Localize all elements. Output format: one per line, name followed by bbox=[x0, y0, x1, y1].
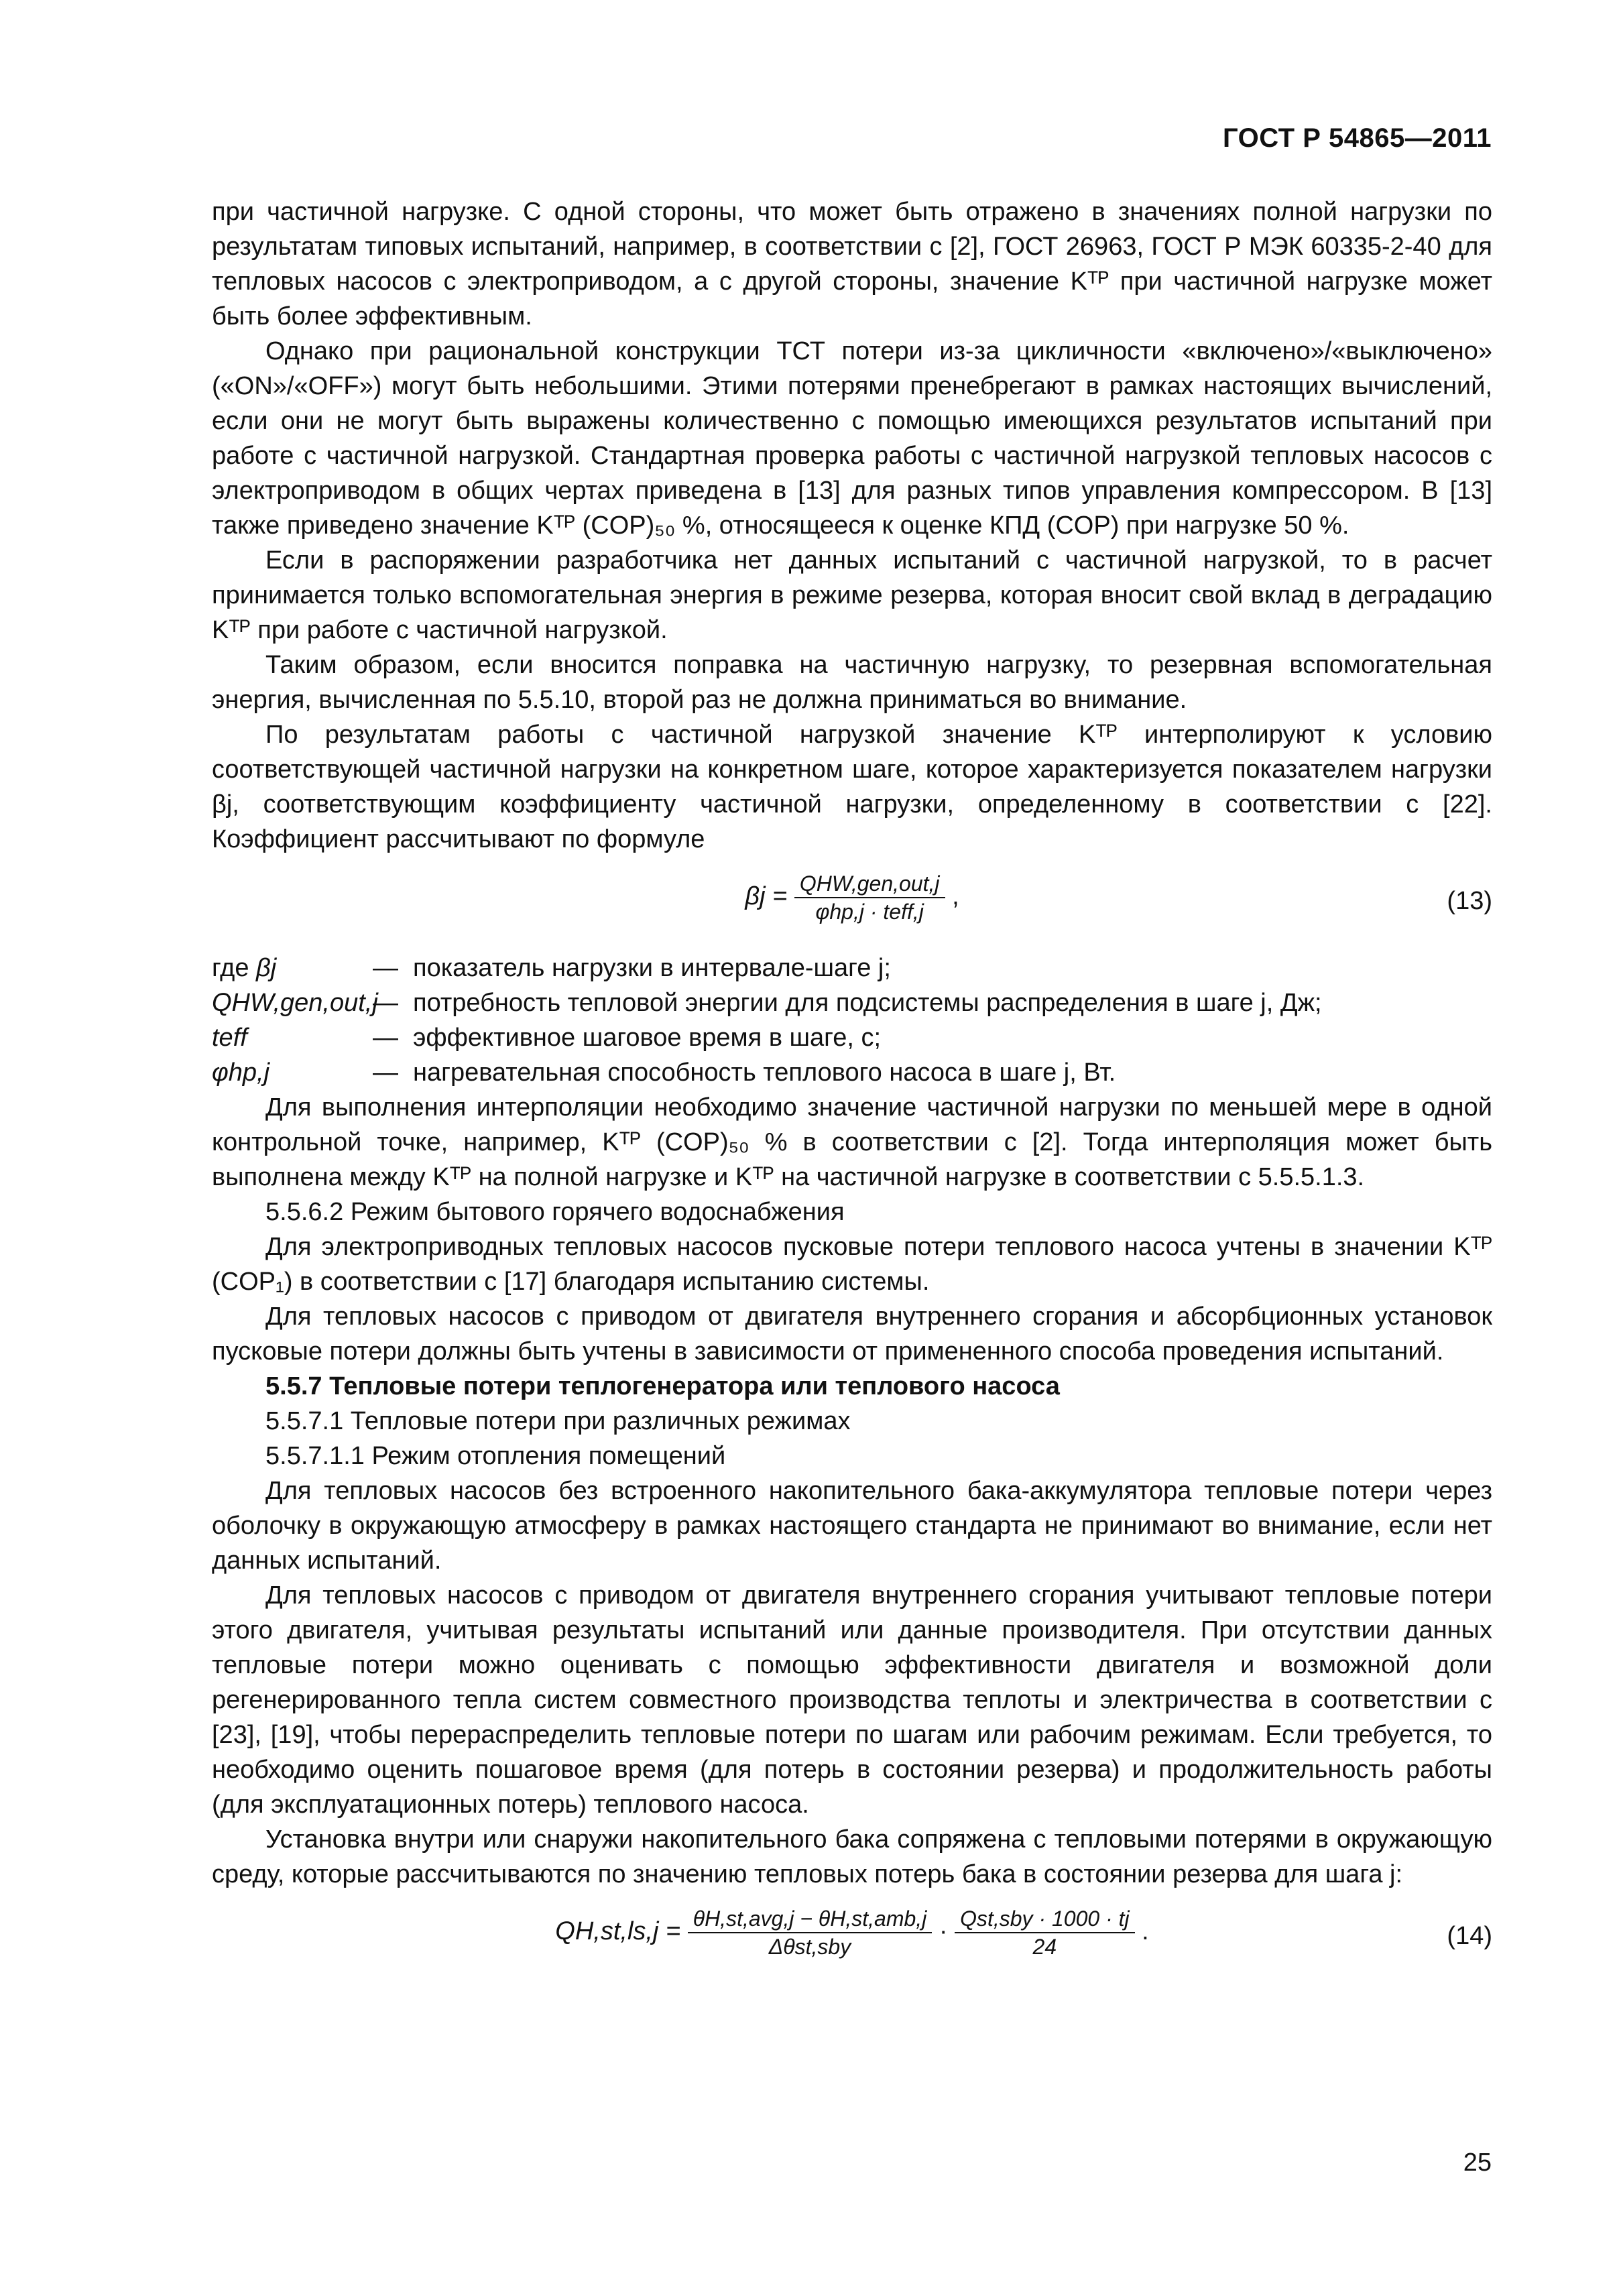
legend-dash: — bbox=[373, 954, 398, 982]
formula-13-expression bbox=[212, 870, 1492, 925]
formula-13-lhs: βj = bbox=[745, 882, 788, 911]
legend bbox=[212, 951, 1492, 1090]
section-heading: 5.5.7 Тепловые потери теплогенератора или теплового насоса bbox=[265, 1372, 1060, 1400]
legend-dash: — bbox=[373, 1024, 398, 1052]
subsection-heading: 5.5.6.2 Режим бытового горячего водоснабжения bbox=[265, 1198, 845, 1226]
formula-14-expression bbox=[212, 1905, 1492, 1960]
paragraph: По результатам работы с частичной нагрузкой значение Kᵀᴾ интерполируют к условию соответствующей частичной нагрузки на конкретном шаге, которое характеризуется показателем нагрузки βj, соответствующим коэффициенту частичной нагрузки, определенному в соответствии с [22]. Коэффициент рассчитывают по формуле bbox=[212, 721, 1492, 853]
paragraph: Для электроприводных тепловых насосов пусковые потери теплового насоса учтены в значении Kᵀᴾ (COP₁) в соответствии с [17] благодаря испытанию системы. bbox=[212, 1233, 1492, 1296]
legend-dash: — bbox=[373, 989, 398, 1017]
formula-13-fraction bbox=[794, 870, 945, 925]
paragraph: Для выполнения интерполяции необходимо значение частичной нагрузки по меньшей мере в одной контрольной точке, например, Kᵀᴾ (COP)₅₀ % в соответствии с [2]. Тогда интерполяция может быть выполнена между Kᵀᴾ на полной нагрузке и Kᵀᴾ на частичной нагрузке в соответствии с 5.5.5.1.3. bbox=[212, 1093, 1492, 1191]
document-code: ГОСТ Р 54865—2011 bbox=[1223, 123, 1492, 153]
formula-14-lhs: QH,st,ls,j = bbox=[555, 1917, 681, 1946]
paragraph: Для тепловых насосов с приводом от двигателя внутреннего сгорания и абсорбционных установок пусковые потери должны быть учтены в зависимости от примененного способа проведения испытаний. bbox=[212, 1303, 1492, 1366]
formula-14-dot: · bbox=[939, 1917, 948, 1946]
paragraph: Однако при рациональной конструкции ТСТ потери из-за цикличности «включено»/«выключено» («ON»/«OFF») могут быть небольшими. Этими потерями пренебрегают в рамках настоящих вычислений, если они не могут быть выражены количественно с помощью имеющихся результатов испытаний при работе с частичной нагрузкой. Стандартная проверка работы с частичной нагрузкой тепловых насосов с электроприводом в общих чертах приведена в [13] для разных типов управления компрессором. В [13] также приведено значение Kᵀᴾ (COP)₅₀ %, относящееся к оценке КПД (COP) при нагрузке 50 %. bbox=[212, 337, 1492, 540]
subsection-heading: 5.5.7.1.1 Режим отопления помещений bbox=[265, 1442, 726, 1470]
legend-symbol: teff bbox=[212, 1024, 247, 1052]
legend-symbol: βj bbox=[256, 954, 277, 982]
legend-dash: — bbox=[373, 1059, 398, 1087]
formula-14 bbox=[212, 1892, 1492, 1986]
paragraph: Для тепловых насосов с приводом от двигателя внутреннего сгорания учитывают тепловые потери этого двигателя, учитывая результаты испытаний или данные производителя. При отсутствии данных тепловые потери можно оценивать с помощью эффективности двигателя и возможной доли регенерированного тепла систем совместного производства теплоты и электричества в соответствии с [23], [19], чтобы перераспределить тепловые потери по шагам или рабочим режимам. Если требуется, то необходимо оценить пошаговое время (для потерь в состоянии резерва) и продолжительность работы (для эксплуатационных потерь) теплового насоса. bbox=[212, 1581, 1492, 1819]
legend-description: нагревательная способность теплового насоса в шаге j, Вт. bbox=[413, 1059, 1116, 1087]
legend-description: показатель нагрузки в интервале-шаге j; bbox=[413, 954, 891, 982]
formula-14-numerator-2: Qst,sby · 1000 · tj bbox=[955, 1905, 1135, 1933]
legend-symbol: QHW,gen,out,j bbox=[212, 989, 378, 1017]
formula-13-number: (13) bbox=[1447, 887, 1492, 915]
formula-14-number: (14) bbox=[1447, 1922, 1492, 1950]
legend-grid bbox=[212, 951, 1492, 1090]
formula-13-numerator: QHW,gen,out,j bbox=[794, 870, 945, 898]
body-text bbox=[212, 194, 1492, 1986]
formula-14-tail: . bbox=[1142, 1917, 1149, 1946]
paragraph: Установка внутри или снаружи накопительного бака сопряжена с тепловыми потерями в окружающую среду, которые рассчитываются по значению тепловых потерь бака в состоянии резерва для шага j: bbox=[212, 1825, 1492, 1888]
paragraph: Если в распоряжении разработчика нет данных испытаний с частичной нагрузкой, то в расчет принимается только вспомогательная энергия в режиме резерва, которая вносит свой вклад в деградацию Kᵀᴾ при работе с частичной нагрузкой. bbox=[212, 546, 1492, 644]
paragraph: при частичной нагрузке. С одной стороны, что может быть отражено в значениях полной нагрузки по результатам типовых испытаний, например, в соответствии с [2], ГОСТ 26963, ГОСТ Р МЭК 60335-2-40 для тепловых насосов с электроприводом, а с другой стороны, значение Kᵀᴾ при частичной нагрузке может быть более эффективным. bbox=[212, 198, 1492, 330]
legend-description: эффективное шаговое время в шаге, с; bbox=[413, 1024, 882, 1052]
legend-row-0-sym bbox=[212, 951, 373, 985]
paragraph: Для тепловых насосов без встроенного накопительного бака-аккумулятора тепловые потери через оболочку в окружающую атмосферу в рамках настоящего стандарта не принимают во внимание, если нет данных испытаний. bbox=[212, 1477, 1492, 1575]
legend-intro: где bbox=[212, 954, 249, 982]
formula-14-fraction-2 bbox=[955, 1905, 1135, 1960]
formula-14-fraction-1 bbox=[688, 1905, 933, 1960]
formula-14-denominator-1: Δθst,sby bbox=[768, 1935, 851, 1959]
formula-13-tail: , bbox=[952, 882, 959, 911]
formula-14-denominator-2: 24 bbox=[1032, 1935, 1057, 1959]
formula-13 bbox=[212, 857, 1492, 951]
formula-14-numerator-1: θH,st,avg,j − θH,st,amb,j bbox=[688, 1905, 933, 1933]
page-number: 25 bbox=[1463, 2149, 1492, 2177]
formula-13-denominator: φhp,j · teff,j bbox=[815, 900, 924, 924]
subsection-heading: 5.5.7.1 Тепловые потери при различных режимах bbox=[265, 1407, 851, 1435]
legend-symbol: φhp,j bbox=[212, 1059, 270, 1087]
paragraph: Таким образом, если вносится поправка на частичную нагрузку, то резервная вспомогательная энергия, вычисленная по 5.5.10, второй раз не должна приниматься во внимание. bbox=[212, 651, 1492, 714]
legend-description: потребность тепловой энергии для подсистемы распределения в шаге j, Дж; bbox=[413, 989, 1322, 1017]
